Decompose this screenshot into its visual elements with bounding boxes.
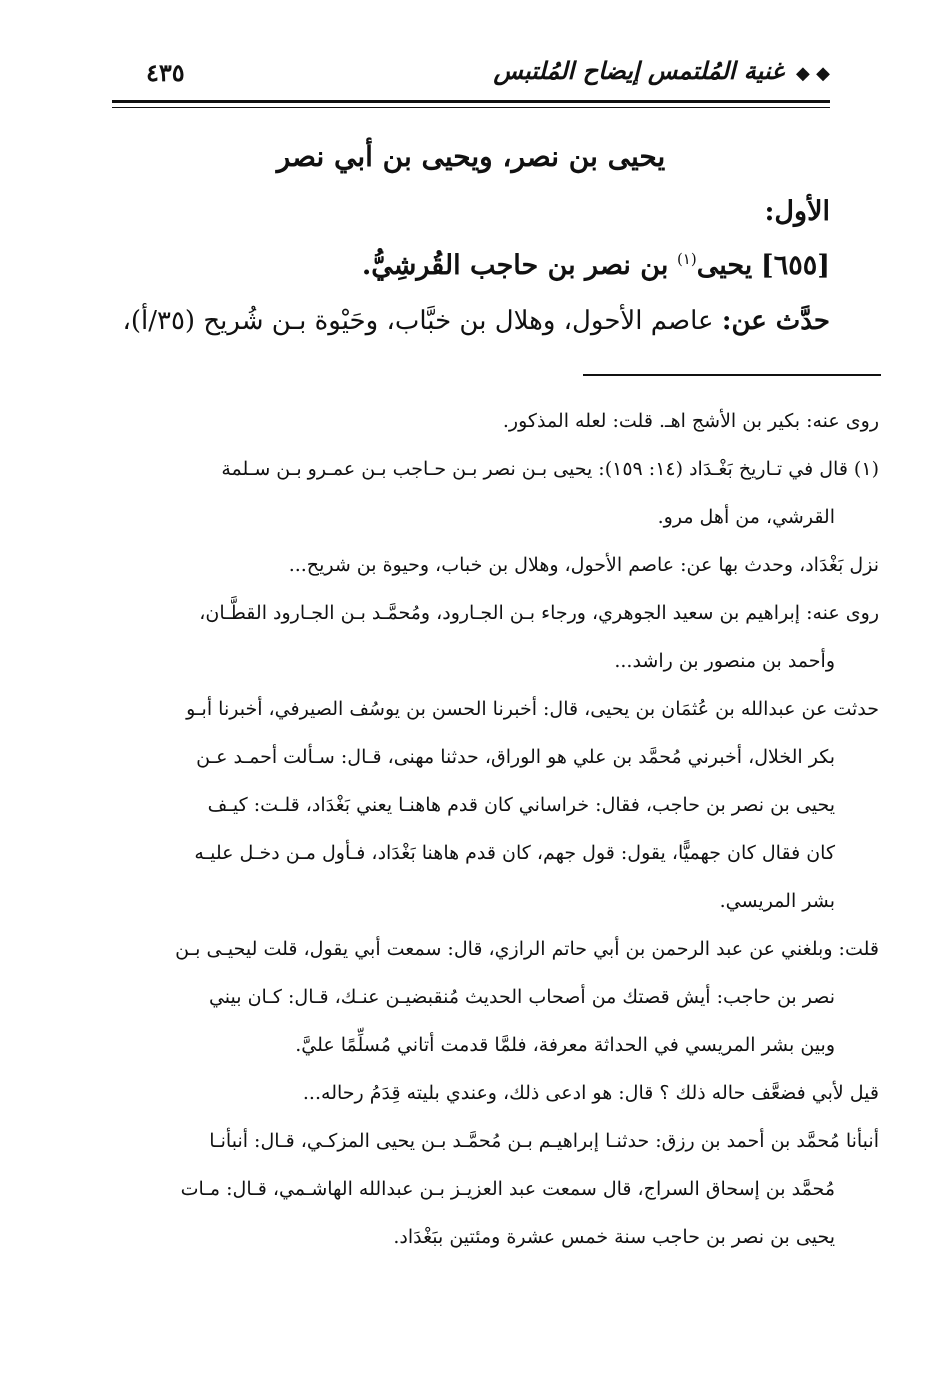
footnote-line: حدثت عن عبدالله بن عُثمَان بن يحيى، قال: أخبرنا الحسن بن يوسُف الصيرفي، أخبرنا أبـو [186,698,879,720]
footnote-line: وبين بشر المريسي في الحداثة معرفة، فلمَّا قدمت أتاني مُسلِّمًا عليَّ. [295,1034,835,1056]
book-title: غنية المُلتمس إيضاح المُلتبس [493,56,784,85]
first-label-line [112,196,830,227]
diamond-ornament-icon: ◆ ◆ [796,63,830,84]
entry-line [112,250,830,281]
section-heading: يحيى بن نصر، ويحيى بن أبي نصر [276,140,666,173]
narrated-label: حدَّث عن: [721,306,830,336]
footnote-line: روى عنه: بكير بن الأشج اهـ. قلت: لعله المذكور. [502,410,879,432]
running-header [112,56,830,96]
running-title [493,56,830,85]
footnote-line: (١) قال في تـاريخ بَغْـدَاد (١٤: ١٥٩): يحيى بـن نصر بـن حـاجب بـن عمـرو بـن سـلمة [221,458,879,480]
footnote-line: القرشي، من أهل مرو. [657,506,835,528]
footnote-separator [583,374,881,376]
footnote-line: بشر المريسي. [719,890,835,912]
footnote-line: يحيى بن نصر بن حاجب، فقال: خراساني كان قدم هاهنـا يعني بَغْدَاد، قلـت: كيـف [207,794,835,816]
footnote-line: نزل بَغْدَاد، وحدث بها عن: عاصم الأحول، وهلال بن خباب، وحيوة بن شريح... [288,554,879,576]
footnote-line: يحيى بن نصر بن حاجب سنة خمس عشرة ومئتين ببَغْدَاد. [393,1226,835,1248]
footnote-marker: (١) [676,250,697,268]
narrated-text: عاصم الأحول، وهلال بن خبَّاب، وحَيْوة بـن شُريح (٣٥/أ)، [122,306,714,336]
footnote-line: كان فقال كان جهميًّا، يقول: قول جهم، كان قدم هاهنا بَغْدَاد، فـأول مـن دخـل عليـه [194,842,835,864]
header-rule-thick [112,100,830,103]
footnote-line: روى عنه: إبراهيم بن سعيد الجوهري، ورجاء بـن الجـارود، ومُحمَّـد بـن الجـارود القطَّـان، [199,602,879,624]
entry-number: [٦٥٥] [760,250,830,281]
footnote-line: قلت: وبلغني عن عبد الرحمن بن أبي حاتم الرازي، قال: سمعت أبي يقول، قلت ليحيـى بـن [175,938,879,960]
footnote-line: قيل لأبي فضعَّف حاله ذلك ؟ قال: هو ادعى ذلك، وعندي بليته قِدَمُ رحاله... [302,1082,879,1104]
entry-name: يحيى [696,250,753,281]
entry-rest: بن نصر بن حاجب القُرشِيُّ. [361,250,669,281]
page-number: ٤٣٥ [146,58,185,87]
footnote-line: مُحمَّد بن إسحاق السراج، قال سمعت عبد العزيـز بـن عبدالله الهاشـمي، قـال: مـات [180,1178,835,1200]
first-label: الأول: [764,196,830,227]
footnote-line: وأحمد بن منصور بن راشد... [614,650,835,672]
footnote-line: أنبأنا مُحمَّد بن أحمد بن رزق: حدثنـا إبراهيـم بـن مُحمَّـد بـن يحيى المزكـي، قـال: أنبأنـا [209,1130,879,1152]
footnote-line: نصر بن حاجب: أيش قصتك من أصحاب الحديث مُنقبضيـن عنـك، قـال: كـان بيني [208,986,835,1008]
narrated-line [112,306,830,336]
footnote-line: بكر الخلال، أخبرني مُحمَّد بن علي هو الوراق، حدثنا مهنى، قـال: سـألت أحمـد عـن [196,746,835,768]
header-rule-thin [112,107,830,108]
